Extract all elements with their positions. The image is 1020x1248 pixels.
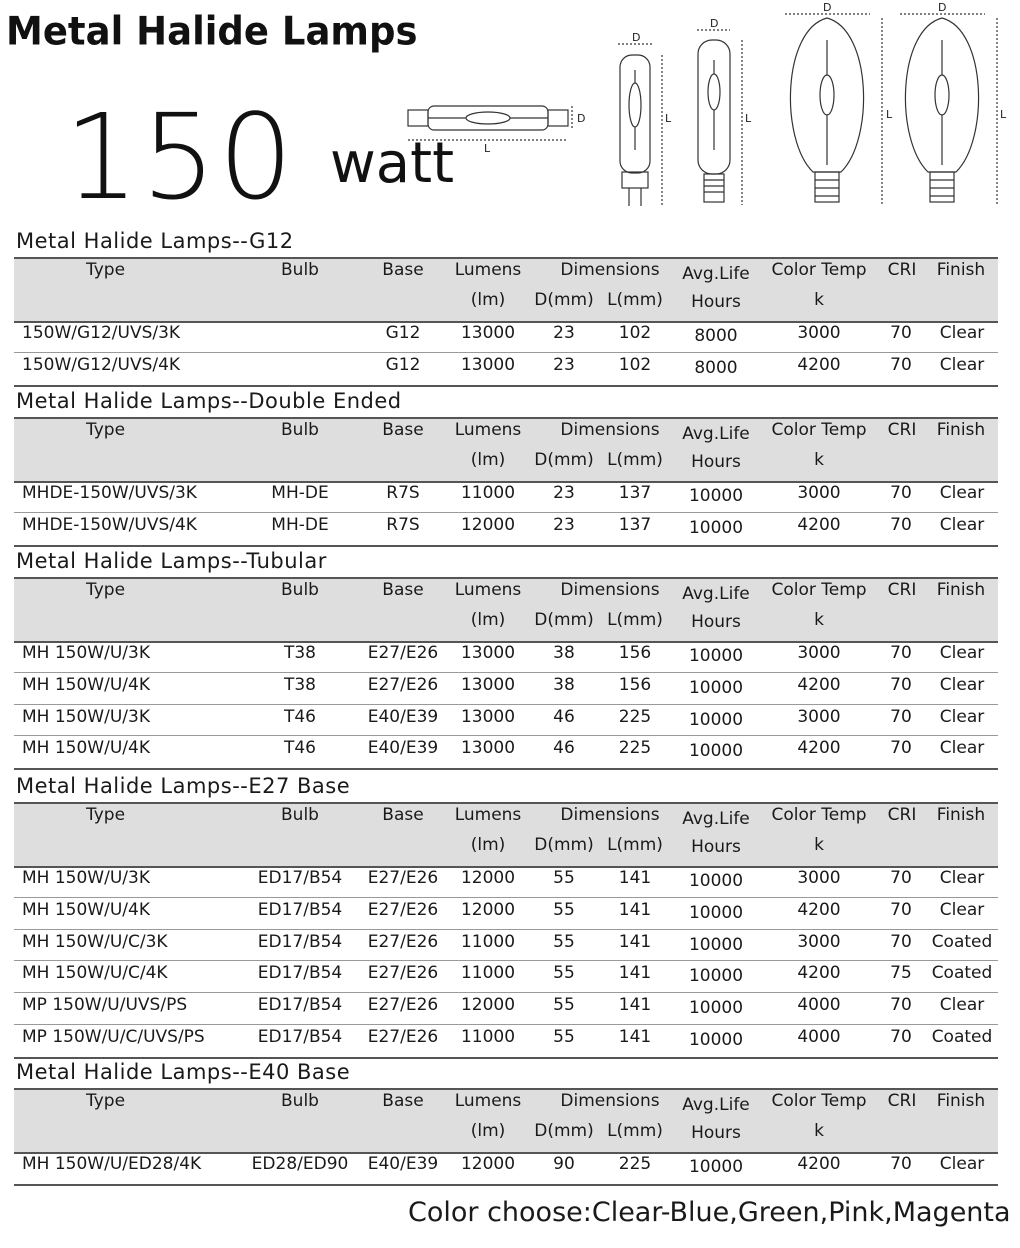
cell-type: MH 150W/U/4K: [22, 899, 150, 920]
header-k: k: [814, 835, 824, 855]
cell-cri: 70: [890, 483, 912, 503]
header-base: Base: [382, 420, 424, 440]
tubular-lamp-icon: [697, 30, 742, 205]
cell-cri: 75: [890, 963, 912, 984]
cell-hours: 10000: [688, 1157, 744, 1177]
cell-bulb: T38: [283, 643, 317, 663]
header-k: k: [814, 450, 824, 470]
cell-bulb: ED17/B54: [257, 899, 343, 920]
cell-type: MHDE-150W/UVS/4K: [22, 514, 197, 535]
cell-fin: Clear: [939, 483, 985, 503]
header-l-mm: L(mm): [607, 835, 663, 855]
cell-cri: 70: [890, 868, 912, 888]
header-k: k: [814, 1121, 824, 1141]
header-l-mm: L(mm): [607, 610, 663, 630]
header-lumens: Lumens: [454, 260, 522, 280]
cell-cri: 70: [890, 323, 912, 343]
wattage-number: 150: [64, 88, 296, 226]
header-type: Type: [86, 420, 126, 440]
svg-text:D: D: [710, 17, 719, 30]
cell-base: E27/E26: [367, 931, 439, 952]
cell-l: 141: [618, 1027, 652, 1047]
cell-hours: 8000: [694, 357, 738, 378]
svg-text:D: D: [577, 112, 586, 125]
row-divider: [14, 672, 998, 673]
cell-bulb: MH-DE: [271, 483, 329, 503]
cell-base: G12: [385, 354, 421, 375]
cell-d: 55: [553, 931, 575, 952]
header-lumens: Lumens: [454, 420, 522, 440]
page-title: Metal Halide Lamps: [6, 8, 418, 55]
cell-lumens: 12000: [460, 868, 516, 888]
watt-label: watt: [330, 131, 455, 196]
cell-d: 90: [553, 1154, 575, 1174]
header-avg-life: Avg.Life: [682, 264, 750, 284]
cell-type: 150W/G12/UVS/3K: [22, 323, 181, 343]
cell-hours: 10000: [688, 871, 744, 891]
row-divider: [14, 1024, 998, 1025]
cell-fin: Clear: [939, 868, 985, 888]
cell-type: MH 150W/U/3K: [22, 868, 150, 888]
cell-base: E27/E26: [367, 868, 439, 888]
row-divider: [14, 992, 998, 993]
cell-fin: Clear: [939, 1154, 985, 1174]
cell-ct: 4000: [797, 995, 841, 1016]
header-color-temp: Color Temp: [771, 420, 867, 440]
cell-fin: Clear: [939, 354, 985, 375]
cell-ct: 3000: [797, 931, 841, 952]
cell-base: E27/E26: [367, 963, 439, 984]
cell-base: R7S: [386, 483, 420, 503]
cell-fin: Coated: [931, 931, 993, 952]
cell-d: 23: [553, 323, 575, 343]
cell-l: 225: [618, 1154, 652, 1174]
cell-l: 137: [618, 514, 652, 535]
table-bottom-rule: [14, 1184, 998, 1186]
row-divider: [14, 352, 998, 353]
cell-l: 156: [618, 643, 652, 663]
cell-base: E27/E26: [367, 899, 439, 920]
header-finish: Finish: [936, 260, 986, 280]
header-base: Base: [382, 580, 424, 600]
cell-base: E40/E39: [367, 1154, 439, 1174]
cell-base: E27/E26: [367, 995, 439, 1016]
cell-base: R7S: [386, 514, 420, 535]
header-lumens: Lumens: [454, 805, 522, 825]
header-base: Base: [382, 1091, 424, 1111]
cell-hours: 10000: [688, 741, 744, 762]
header-base: Base: [382, 260, 424, 280]
cell-bulb: T46: [283, 738, 317, 759]
header-avg-life: Avg.Life: [682, 424, 750, 444]
header-hours: Hours: [691, 452, 741, 472]
cell-bulb: ED17/B54: [257, 1027, 343, 1047]
cell-cri: 70: [890, 1027, 912, 1047]
cell-fin: Clear: [939, 674, 985, 695]
header-lumens-unit: (lm): [470, 610, 506, 630]
cell-type: MHDE-150W/UVS/3K: [22, 483, 197, 503]
cell-lumens: 12000: [460, 1154, 516, 1174]
cell-fin: Coated: [931, 963, 993, 984]
cell-cri: 70: [890, 514, 912, 535]
color-options-note: Color choose:Clear-Blue,Green,Pink,Magenta: [408, 1197, 1011, 1228]
row-divider: [14, 735, 998, 736]
cell-lumens: 11000: [460, 963, 516, 984]
header-base: Base: [382, 805, 424, 825]
svg-text:L: L: [1000, 108, 1007, 121]
header-bulb: Bulb: [281, 1091, 319, 1111]
section-title: Metal Halide Lamps--Double Ended: [16, 389, 402, 413]
cell-type: 150W/G12/UVS/4K: [22, 354, 181, 375]
header-hours: Hours: [691, 292, 741, 312]
cell-cri: 70: [890, 643, 912, 663]
row-divider: [14, 897, 998, 898]
cell-l: 225: [618, 738, 652, 759]
cell-d: 46: [553, 738, 575, 759]
ed-clear-lamp-icon: [785, 14, 882, 205]
cell-hours: 10000: [688, 517, 744, 538]
cell-l: 141: [618, 931, 652, 952]
header-type: Type: [86, 580, 126, 600]
cell-ct: 4200: [797, 354, 841, 375]
cell-l: 156: [618, 674, 652, 695]
svg-text:D: D: [938, 1, 947, 14]
header-lumens-unit: (lm): [470, 450, 506, 470]
row-divider: [14, 929, 998, 930]
header-type: Type: [86, 805, 126, 825]
cell-lumens: 13000: [460, 354, 516, 375]
cell-type: MH 150W/U/C/3K: [22, 931, 168, 952]
cell-bulb: ED28/ED90: [251, 1154, 349, 1174]
cell-lumens: 11000: [460, 1027, 516, 1047]
cell-hours: 10000: [688, 646, 744, 666]
cell-cri: 70: [890, 738, 912, 759]
header-l-mm: L(mm): [607, 450, 663, 470]
cell-ct: 3000: [797, 643, 841, 663]
table-bottom-rule: [14, 1057, 998, 1059]
table-bottom-rule: [14, 768, 998, 770]
header-l-mm: L(mm): [607, 1121, 663, 1141]
cell-bulb: MH-DE: [271, 514, 329, 535]
header-cri: CRI: [887, 1091, 917, 1111]
section-title: Metal Halide Lamps--E27 Base: [16, 774, 351, 798]
cell-d: 55: [553, 963, 575, 984]
header-l-mm: L(mm): [607, 290, 663, 310]
header-bulb: Bulb: [281, 580, 319, 600]
cell-fin: Clear: [939, 738, 985, 759]
header-lumens: Lumens: [454, 1091, 522, 1111]
header-bulb: Bulb: [281, 420, 319, 440]
svg-text:L: L: [886, 108, 893, 121]
cell-lumens: 13000: [460, 738, 516, 759]
svg-text:D: D: [823, 1, 832, 14]
cell-type: MH 150W/U/3K: [22, 706, 150, 727]
cell-cri: 70: [890, 674, 912, 695]
svg-text:D: D: [632, 31, 641, 44]
cell-ct: 4200: [797, 514, 841, 535]
cell-hours: 10000: [688, 486, 744, 506]
cell-l: 141: [618, 868, 652, 888]
cell-d: 38: [553, 674, 575, 695]
cell-d: 55: [553, 1027, 575, 1047]
cell-ct: 3000: [797, 483, 841, 503]
cell-fin: Clear: [939, 514, 985, 535]
cell-bulb: T38: [283, 674, 317, 695]
header-avg-life: Avg.Life: [682, 809, 750, 829]
header-finish: Finish: [936, 1091, 986, 1111]
cell-base: G12: [385, 323, 421, 343]
cell-lumens: 12000: [460, 514, 516, 535]
cell-type: MH 150W/U/ED28/4K: [22, 1154, 202, 1174]
lamp-illustrations: [400, 0, 1020, 222]
header-color-temp: Color Temp: [771, 805, 867, 825]
cell-type: MH 150W/U/3K: [22, 643, 150, 663]
svg-text:L: L: [665, 112, 672, 125]
header-dimensions: Dimensions: [560, 260, 660, 280]
cell-hours: 10000: [688, 934, 744, 955]
header-lumens: Lumens: [454, 580, 522, 600]
header-k: k: [814, 290, 824, 310]
cell-lumens: 13000: [460, 323, 516, 343]
table-bottom-rule: [14, 545, 998, 547]
header-cri: CRI: [887, 580, 917, 600]
header-cri: CRI: [887, 420, 917, 440]
header-dimensions: Dimensions: [560, 580, 660, 600]
cell-bulb: ED17/B54: [257, 931, 343, 952]
cell-cri: 70: [890, 899, 912, 920]
header-d-mm: D(mm): [534, 290, 594, 310]
cell-hours: 10000: [688, 677, 744, 698]
cell-hours: 10000: [688, 709, 744, 730]
cell-d: 55: [553, 868, 575, 888]
ed-coated-lamp-icon: [900, 14, 997, 205]
cell-hours: 10000: [688, 966, 744, 987]
cell-cri: 70: [890, 706, 912, 727]
svg-text:L: L: [745, 112, 752, 125]
cell-bulb: T46: [283, 706, 317, 727]
cell-ct: 4200: [797, 963, 841, 984]
cell-ct: 3000: [797, 323, 841, 343]
section-title: Metal Halide Lamps--Tubular: [16, 549, 327, 573]
cell-l: 141: [618, 899, 652, 920]
cell-base: E40/E39: [367, 706, 439, 727]
cell-ct: 4200: [797, 899, 841, 920]
cell-fin: Clear: [939, 643, 985, 663]
header-color-temp: Color Temp: [771, 580, 867, 600]
cell-l: 137: [618, 483, 652, 503]
cell-d: 23: [553, 354, 575, 375]
cell-lumens: 13000: [460, 706, 516, 727]
header-k: k: [814, 610, 824, 630]
cell-hours: 10000: [688, 998, 744, 1019]
cell-l: 225: [618, 706, 652, 727]
cell-lumens: 12000: [460, 995, 516, 1016]
cell-d: 55: [553, 995, 575, 1016]
cell-l: 102: [618, 354, 652, 375]
cell-bulb: ED17/B54: [257, 995, 343, 1016]
cell-cri: 70: [890, 931, 912, 952]
row-divider: [14, 960, 998, 961]
cell-type: MH 150W/U/4K: [22, 738, 150, 759]
header-dimensions: Dimensions: [560, 420, 660, 440]
cell-base: E40/E39: [367, 738, 439, 759]
header-cri: CRI: [887, 260, 917, 280]
header-color-temp: Color Temp: [771, 1091, 867, 1111]
cell-lumens: 13000: [460, 674, 516, 695]
cell-type: MP 150W/U/UVS/PS: [22, 995, 188, 1016]
table-bottom-rule: [14, 385, 998, 387]
header-color-temp: Color Temp: [771, 260, 867, 280]
section-title: Metal Halide Lamps--G12: [16, 229, 294, 253]
header-d-mm: D(mm): [534, 450, 594, 470]
header-bulb: Bulb: [281, 260, 319, 280]
double-ended-lamp-icon: [408, 106, 572, 140]
cell-fin: Clear: [939, 706, 985, 727]
cell-ct: 4000: [797, 1027, 841, 1047]
header-lumens-unit: (lm): [470, 835, 506, 855]
cell-bulb: ED17/B54: [257, 868, 343, 888]
cell-cri: 70: [890, 1154, 912, 1174]
cell-l: 141: [618, 995, 652, 1016]
header-hours: Hours: [691, 1123, 741, 1143]
header-type: Type: [86, 260, 126, 280]
cell-type: MH 150W/U/4K: [22, 674, 150, 695]
header-d-mm: D(mm): [534, 1121, 594, 1141]
header-lumens-unit: (lm): [470, 1121, 506, 1141]
header-dimensions: Dimensions: [560, 1091, 660, 1111]
cell-base: E27/E26: [367, 643, 439, 663]
cell-l: 141: [618, 963, 652, 984]
svg-text:L: L: [484, 142, 491, 155]
cell-fin: Clear: [939, 995, 985, 1016]
header-hours: Hours: [691, 837, 741, 857]
header-lumens-unit: (lm): [470, 290, 506, 310]
header-cri: CRI: [887, 805, 917, 825]
cell-type: MH 150W/U/C/4K: [22, 963, 168, 984]
header-bulb: Bulb: [281, 805, 319, 825]
cell-type: MP 150W/U/C/UVS/PS: [22, 1027, 205, 1047]
cell-hours: 10000: [688, 902, 744, 923]
cell-fin: Coated: [931, 1027, 993, 1047]
cell-hours: 10000: [688, 1030, 744, 1050]
header-avg-life: Avg.Life: [682, 1095, 750, 1115]
cell-d: 23: [553, 514, 575, 535]
cell-lumens: 13000: [460, 643, 516, 663]
cell-d: 38: [553, 643, 575, 663]
cell-lumens: 11000: [460, 483, 516, 503]
cell-ct: 4200: [797, 738, 841, 759]
cell-fin: Clear: [939, 899, 985, 920]
cell-bulb: ED17/B54: [257, 963, 343, 984]
header-hours: Hours: [691, 612, 741, 632]
cell-ct: 4200: [797, 1154, 841, 1174]
cell-l: 102: [618, 323, 652, 343]
cell-ct: 3000: [797, 868, 841, 888]
cell-fin: Clear: [939, 323, 985, 343]
cell-ct: 3000: [797, 706, 841, 727]
g12-lamp-icon: [618, 44, 662, 206]
header-finish: Finish: [936, 420, 986, 440]
header-d-mm: D(mm): [534, 835, 594, 855]
cell-cri: 70: [890, 354, 912, 375]
cell-lumens: 11000: [460, 931, 516, 952]
cell-d: 46: [553, 706, 575, 727]
header-type: Type: [86, 1091, 126, 1111]
row-divider: [14, 704, 998, 705]
row-divider: [14, 512, 998, 513]
cell-cri: 70: [890, 995, 912, 1016]
header-dimensions: Dimensions: [560, 805, 660, 825]
cell-lumens: 12000: [460, 899, 516, 920]
header-avg-life: Avg.Life: [682, 584, 750, 604]
section-title: Metal Halide Lamps--E40 Base: [16, 1060, 351, 1084]
cell-d: 23: [553, 483, 575, 503]
header-finish: Finish: [936, 580, 986, 600]
header-finish: Finish: [936, 805, 986, 825]
cell-base: E27/E26: [367, 674, 439, 695]
cell-d: 55: [553, 899, 575, 920]
cell-ct: 4200: [797, 674, 841, 695]
cell-hours: 8000: [694, 326, 738, 346]
header-d-mm: D(mm): [534, 610, 594, 630]
cell-base: E27/E26: [367, 1027, 439, 1047]
